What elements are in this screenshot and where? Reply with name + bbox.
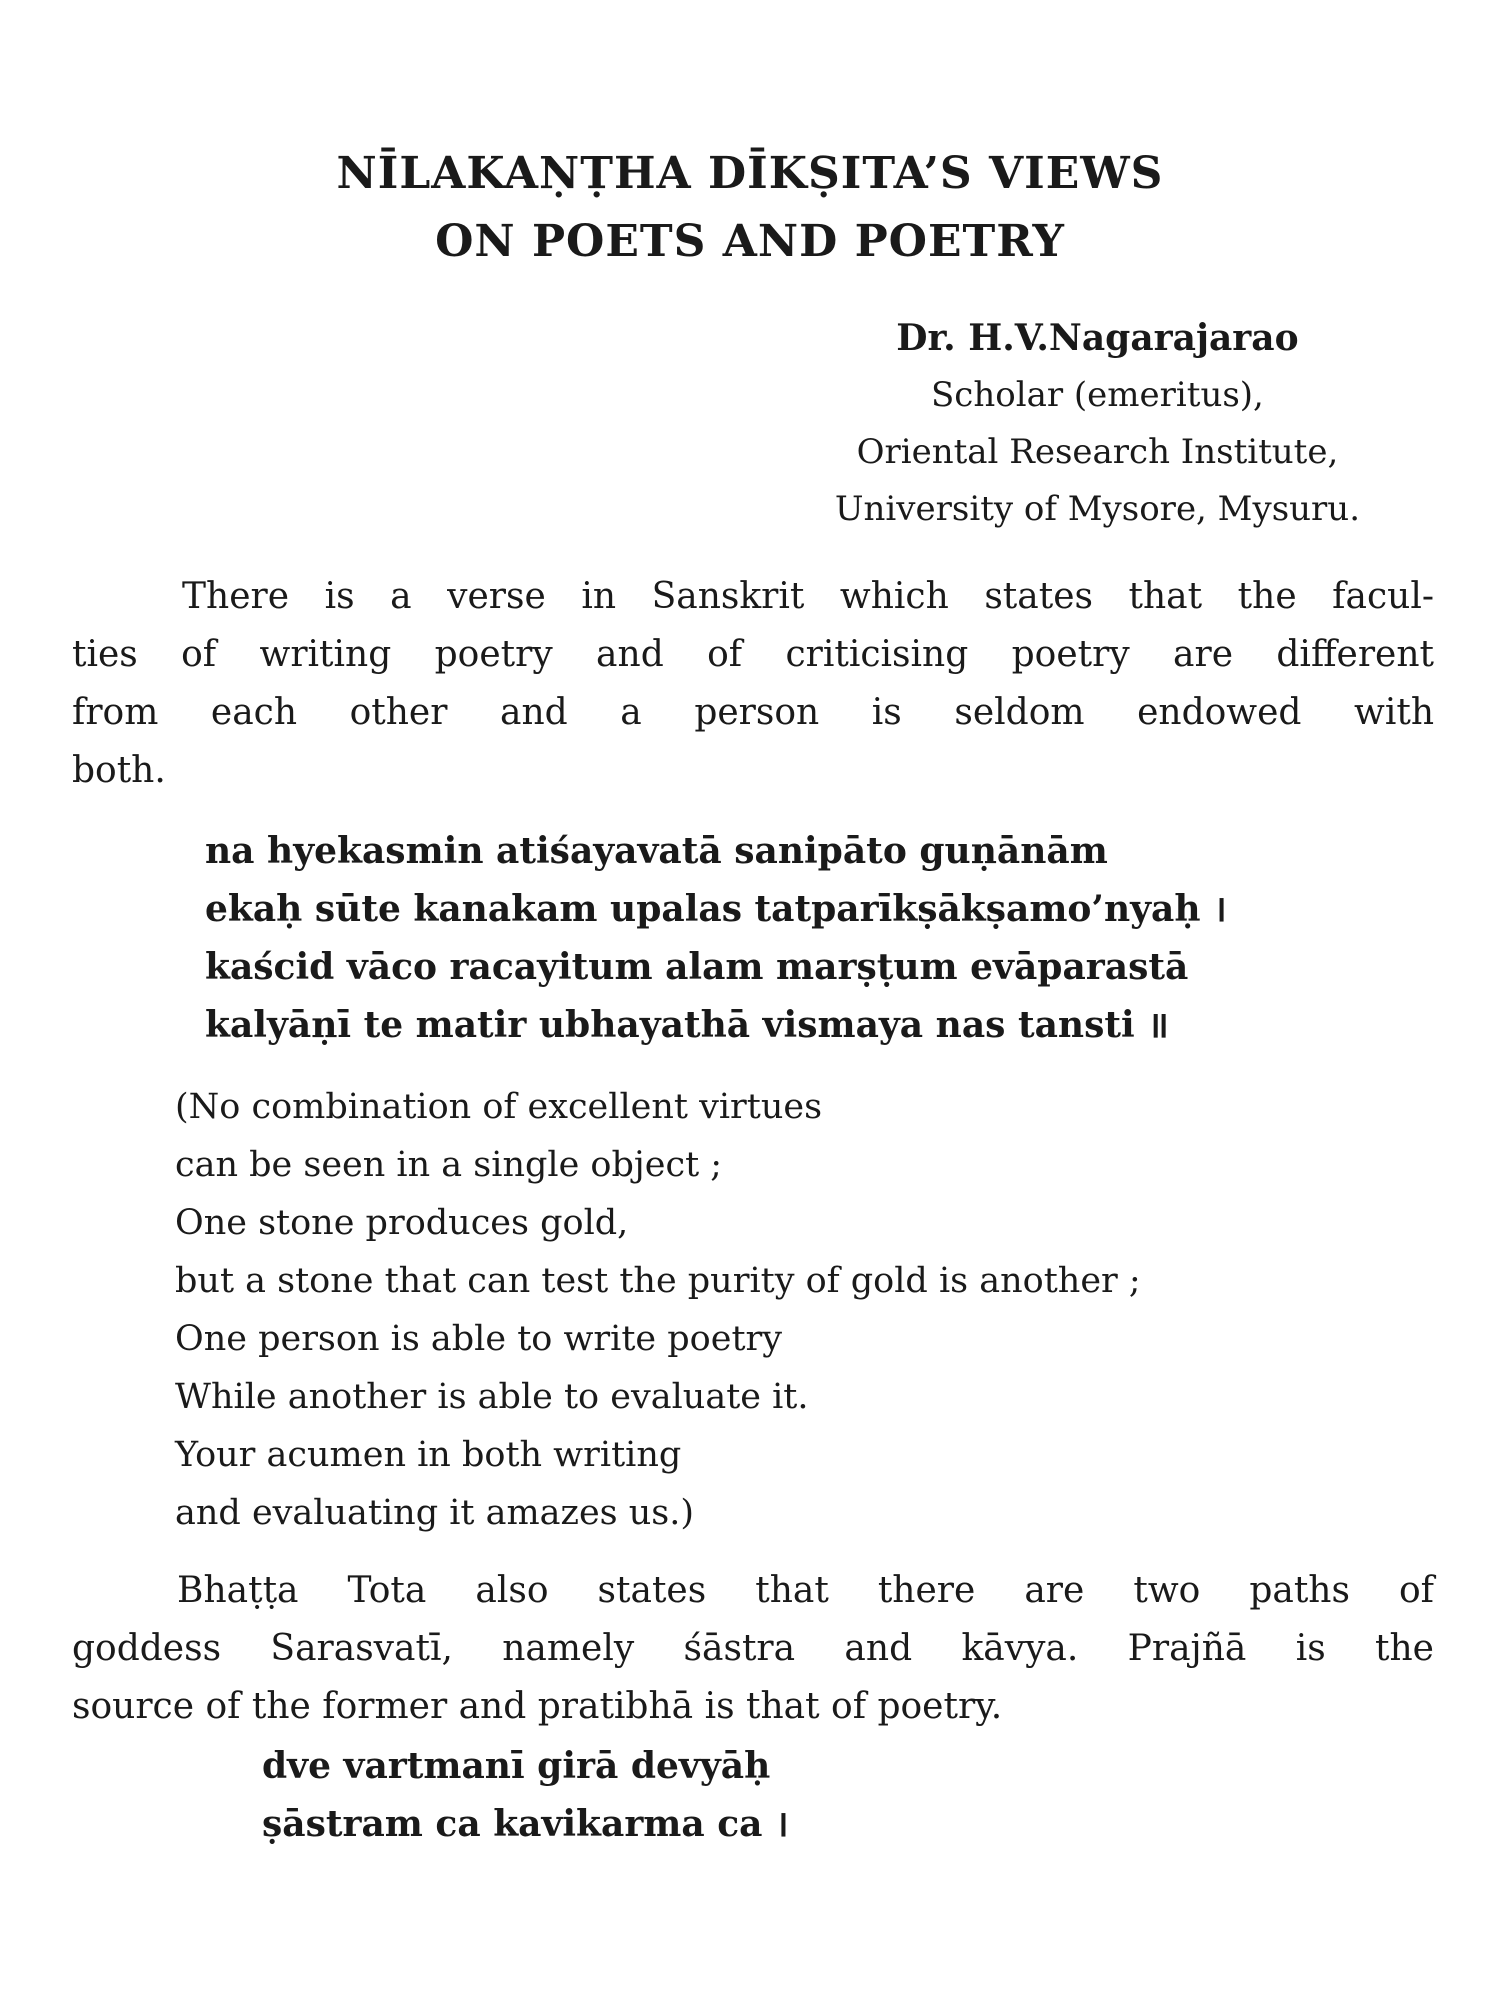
verse-line: ṣāstram ca kavikarma ca । (262, 1803, 789, 1845)
author-university: University of Mysore, Mysuru. (834, 489, 1360, 529)
verse-line: kalyāṇī te matir ubhayathā vismaya nas tansti ॥ (205, 1004, 1169, 1046)
author-position: Scholar (emeritus), (931, 375, 1264, 415)
sanskrit-verse-1 (205, 822, 1227, 1054)
verse-line: ekaḥ sūte kanakam upalas tatparīkṣākṣamo’nyaḥ । (205, 888, 1227, 930)
translation-line: Your acumen in both writing (175, 1435, 682, 1475)
verse-line: dve vartmanī girā devyāḥ (262, 1745, 771, 1787)
paragraph-line: There is a verse in Sanskrit which states that the facul- (182, 576, 1434, 617)
paragraph-bhatta-tota (72, 1562, 1434, 1736)
paragraph-line: ties of writing poetry and of criticising poetry are different (72, 634, 1434, 675)
translation-line: One person is able to write poetry (175, 1319, 783, 1359)
translation-line: One stone produces gold, (175, 1203, 629, 1243)
sanskrit-verse-2 (262, 1737, 789, 1853)
paragraph-line: source of the former and pratibhā is that of poetry. (72, 1686, 1003, 1727)
title-line-2: ON POETS AND POETRY (435, 216, 1065, 267)
paragraph-line: goddess Sarasvatī, namely śāstra and kāvya. Prajñā is the (72, 1628, 1434, 1669)
verse-line: kaścid vāco racayitum alam marṣṭum evāparastā (205, 946, 1189, 988)
paragraph-line: from each other and a person is seldom endowed with (72, 692, 1434, 733)
translation-line: While another is able to evaluate it. (175, 1377, 809, 1417)
author-name: Dr. H.V.Nagarajarao (896, 317, 1299, 359)
translation-line: (No combination of excellent virtues (175, 1087, 823, 1127)
paragraph-line: Bhaṭṭa Tota also states that there are two paths of (177, 1570, 1434, 1611)
translation-line: and evaluating it amazes us.) (175, 1493, 695, 1533)
title-line-1: NĪLAKAṆṬHA DĪKṢITA’S VIEWS (336, 148, 1164, 199)
author-block (835, 310, 1360, 538)
paragraph-intro (72, 568, 1434, 800)
verse-translation (175, 1078, 1141, 1542)
paragraph-line: both. (72, 750, 166, 791)
author-institute: Oriental Research Institute, (856, 432, 1339, 472)
translation-line: but a stone that can test the purity of gold is another ; (175, 1261, 1141, 1301)
translation-line: can be seen in a single object ; (175, 1145, 723, 1185)
verse-line: na hyekasmin atiśayavatā sanipāto guṇānām (205, 830, 1108, 872)
